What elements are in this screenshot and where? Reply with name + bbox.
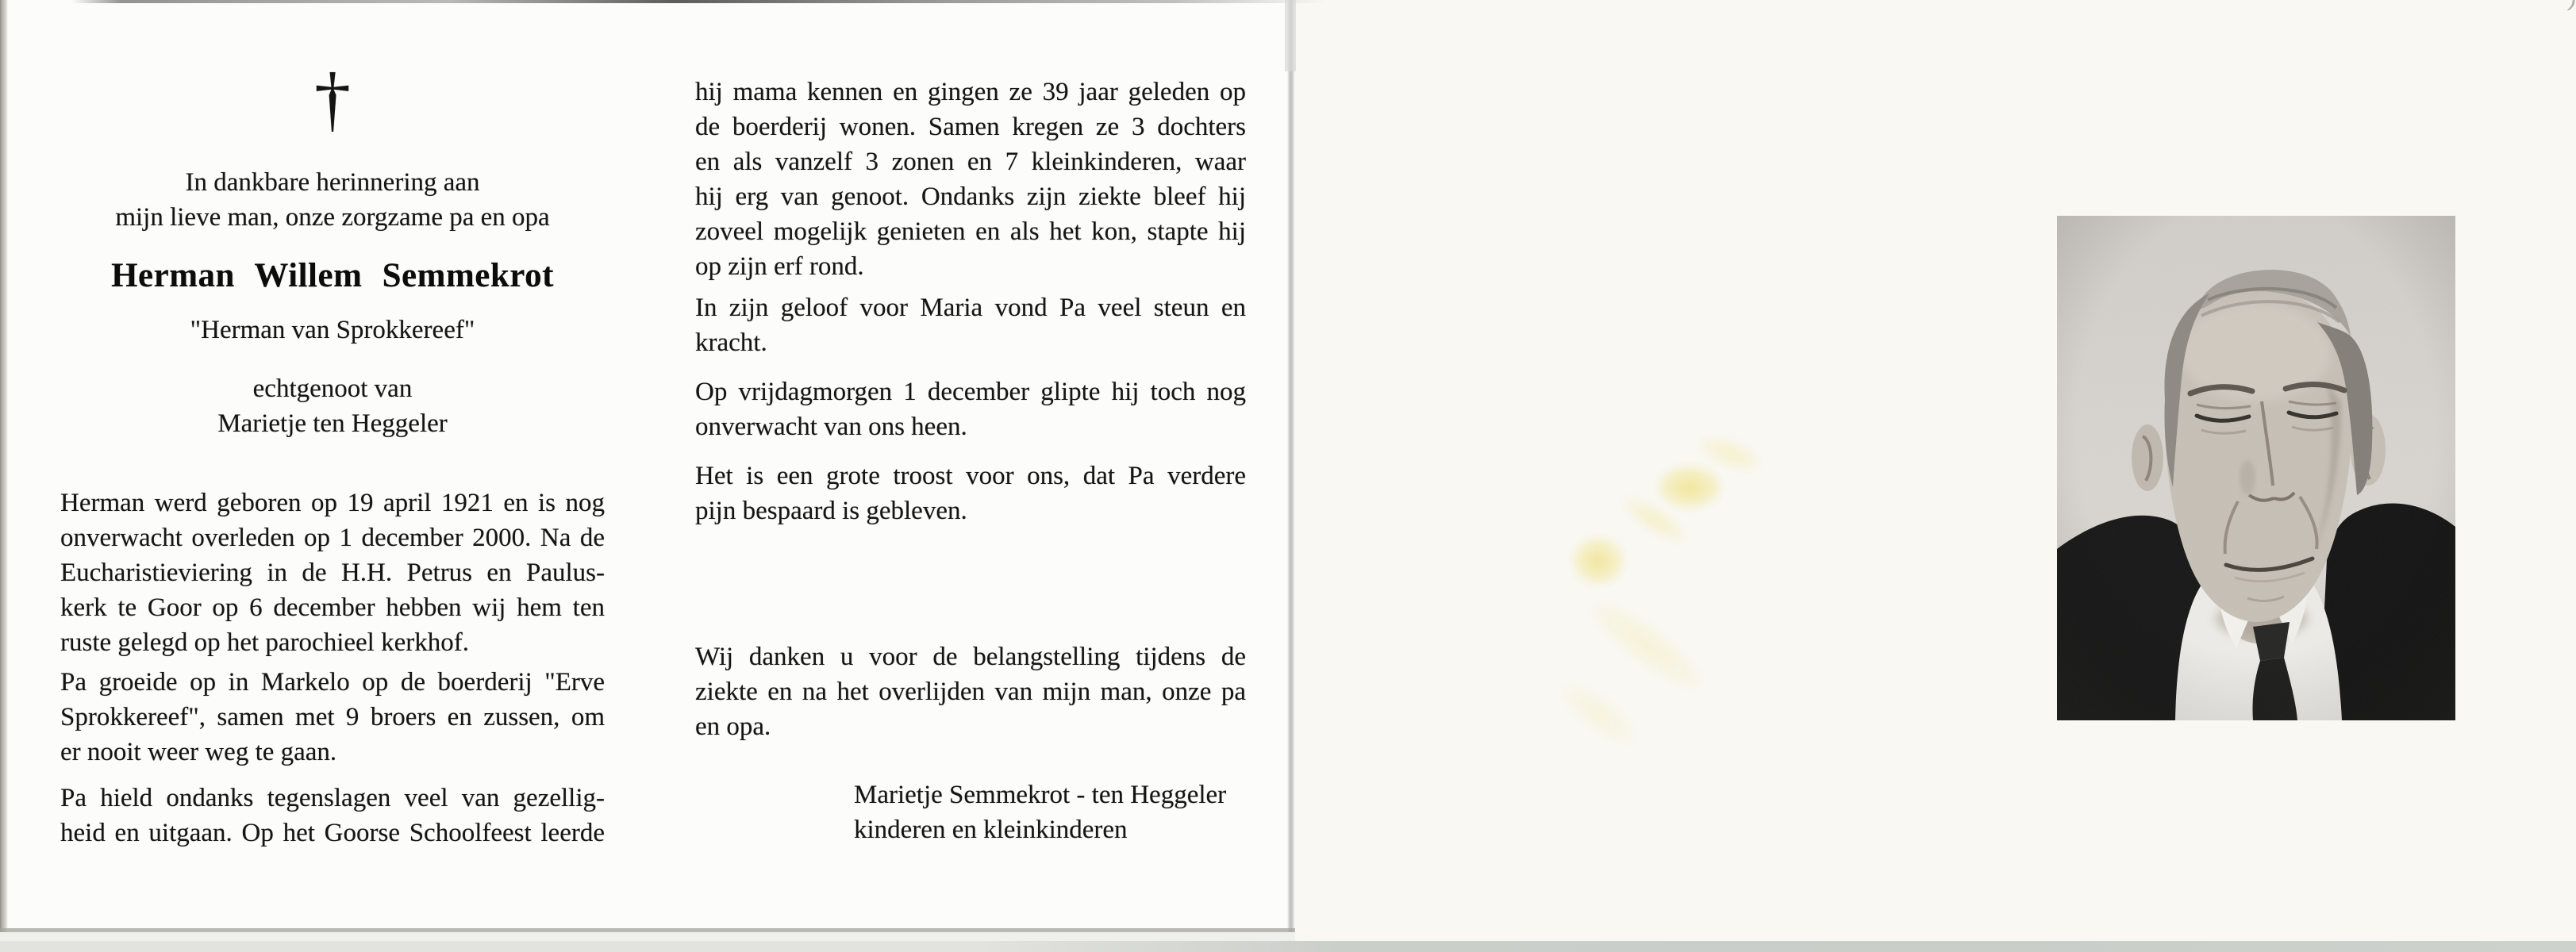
text-line: onverwacht van ons heen. — [695, 413, 967, 441]
paragraph-thanks — [695, 639, 1246, 744]
text-line: de boerderij wonen. Samen kregen ze 3 dochters — [695, 113, 1246, 141]
text-line: In zijn geloof voor Maria vond Pa veel steun en — [695, 294, 1246, 322]
memorial-cross-icon: † — [314, 58, 351, 139]
text-line: en opa. — [695, 712, 771, 741]
text-line: hij erg van genoot. Ondanks zijn ziekte bleef hij — [695, 182, 1246, 211]
paragraph-family — [695, 75, 1246, 284]
intro-line-1: In dankbare herinnering aan — [185, 168, 480, 197]
spouse-name: Marietje ten Heggeler — [217, 409, 448, 438]
spouse-block — [60, 371, 605, 441]
paper-stain — [1573, 538, 1624, 584]
text-line: hij mama kennen en gingen ze 39 jaar geleden op — [695, 78, 1246, 106]
signature-block — [854, 777, 1298, 847]
text-line: ruste gelegd op het parochieel kerkhof. — [60, 628, 469, 657]
card-fold-line-top — [1285, 0, 1296, 71]
text-line: kerk te Goor op 6 december hebben wij hem ten — [60, 593, 605, 622]
text-line: Het is een grote troost voor ons, dat Pa verdere — [695, 462, 1246, 490]
signature-line-1: Marietje Semmekrot - ten Heggeler — [854, 781, 1227, 809]
paragraph-youth — [60, 665, 605, 770]
text-line: Eucharistieviering in de H.H. Petrus en Paulus- — [60, 559, 605, 587]
scan-edge-bottom — [0, 941, 2576, 952]
paragraph-passing — [695, 374, 1246, 444]
signature-line-2: kinderen en kleinkinderen — [854, 816, 1128, 844]
text-line: Pa hield ondanks tegenslagen veel van gezellig- — [60, 784, 605, 812]
paper-stain — [1659, 466, 1721, 508]
portrait-photo-drawing — [2057, 216, 2455, 720]
text-line: onverwacht overleden op 1 december 2000. Na de — [60, 524, 605, 552]
intro-line-2: mijn lieve man, onze zorgzame pa en opa — [115, 203, 550, 232]
text-line: op zijn erf rond. — [695, 252, 864, 281]
text-line: Op vrijdagmorgen 1 december glipte hij toch nog — [695, 378, 1246, 406]
text-line: heid en uitgaan. Op het Goorse Schoolfeest leerde — [60, 819, 605, 847]
text-line: Pa groeide op in Markelo op de boerderij "Erve — [60, 668, 605, 697]
text-line: Herman werd geboren op 19 april 1921 en is nog — [60, 489, 605, 517]
text-line: kracht. — [695, 328, 767, 357]
paragraph-social — [60, 781, 605, 850]
portrait-photo — [2057, 216, 2455, 720]
intro-lines — [60, 165, 605, 235]
text-line: Wij danken u voor de belangstelling tijdens de — [695, 643, 1246, 671]
deceased-nickname: "Herman van Sprokkereef" — [190, 316, 475, 344]
scan-edge-left — [0, 0, 8, 952]
deceased-name: Herman Willem Semmekrot — [111, 257, 554, 294]
paragraph-comfort — [695, 459, 1246, 528]
text-line: Sprokkereef", samen met 9 broers en zussen, om — [60, 703, 605, 731]
scan-edge-top — [71, 0, 1325, 3]
text-line: er nooit weer weg te gaan. — [60, 738, 337, 766]
paragraph-faith — [695, 290, 1246, 360]
text-line: en als vanzelf 3 zonen en 7 kleinkinderen, waar — [695, 148, 1246, 176]
paragraph-birth-death — [60, 486, 605, 660]
text-line: pijn bespaard is gebleven. — [695, 497, 967, 525]
text-line: ziekte en na het overlijden van mijn man, onze pa — [695, 678, 1246, 706]
spouse-label: echtgenoot van — [252, 374, 413, 403]
text-line: zoveel mogelijk genieten en als het kon, stapte hij — [695, 217, 1246, 246]
